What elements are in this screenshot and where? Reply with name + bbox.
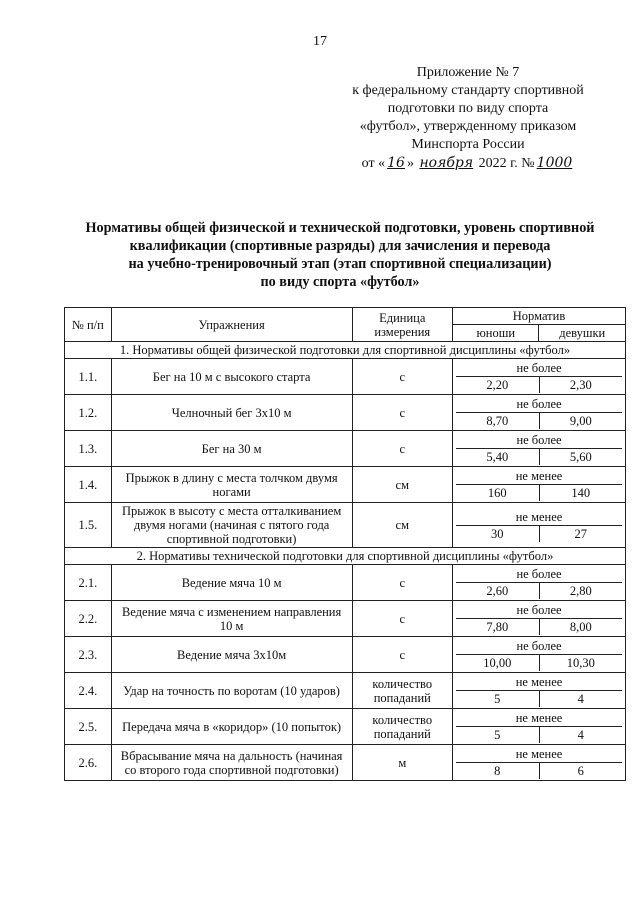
norm-values [456, 727, 622, 743]
unit-cell: м [352, 745, 453, 781]
date-day-close: » [406, 156, 414, 171]
exercise-name: Вбрасывание мяча на дальность (начиная со второго года спортивной подготовки) [111, 745, 352, 781]
norm-cell [453, 431, 626, 467]
header-girls: девушки [539, 325, 626, 342]
value-boys: 5 [494, 728, 501, 742]
title-line: квалификации (спортивные разряды) для зачисления и перевода [129, 238, 551, 254]
norm-cell [453, 637, 626, 673]
date-month: ноября [419, 155, 474, 171]
table-row [65, 601, 626, 637]
section-row [65, 548, 626, 565]
value-boys: 2,20 [486, 378, 509, 392]
document-title [60, 219, 620, 291]
date-day: 16 [387, 155, 405, 171]
norm-cell [453, 503, 626, 548]
norm-values [456, 377, 622, 393]
exercise-name: Ведение мяча 3х10м [111, 637, 352, 673]
norm-values [456, 583, 622, 599]
norm-cell [453, 601, 626, 637]
header-num: № п/п [65, 308, 112, 342]
row-number: 2.5. [65, 709, 112, 745]
norm-values [456, 485, 622, 501]
unit-cell: с [352, 565, 453, 601]
table-row [65, 395, 626, 431]
order-date-line [338, 154, 598, 173]
unit-cell: с [352, 395, 453, 431]
norm-qualifier: не менее [456, 509, 622, 526]
norms-table-body [65, 342, 626, 781]
norm-values [456, 655, 622, 671]
value-boys: 2,60 [486, 584, 509, 598]
table-row [65, 503, 626, 548]
header-unit: Единица измерения [352, 308, 453, 342]
header-boys: юноши [453, 325, 539, 342]
value-girls: 2,80 [539, 583, 622, 599]
row-number: 1.3. [65, 431, 112, 467]
header-norm: Норматив [453, 308, 626, 325]
table-row [65, 359, 626, 395]
norm-qualifier: не более [456, 396, 622, 413]
row-number: 2.2. [65, 601, 112, 637]
row-number: 1.2. [65, 395, 112, 431]
value-boys: 5,40 [486, 450, 509, 464]
exercise-name: Удар на точность по воротам (10 ударов) [111, 673, 352, 709]
norm-cell [453, 709, 626, 745]
unit-cell: см [352, 467, 453, 503]
header-exercise: Упражнения [111, 308, 352, 342]
unit-cell: с [352, 601, 453, 637]
row-number: 2.1. [65, 565, 112, 601]
row-number: 1.4. [65, 467, 112, 503]
unit-cell: количество попаданий [352, 709, 453, 745]
appendix-line: к федеральному стандарту спортивной [352, 83, 584, 98]
section-row [65, 342, 626, 359]
row-number: 1.5. [65, 503, 112, 548]
title-line: по виду спорта «футбол» [260, 274, 420, 290]
exercise-name: Челночный бег 3х10 м [111, 395, 352, 431]
value-boys: 10,00 [483, 656, 512, 670]
value-boys: 7,80 [486, 620, 509, 634]
value-girls: 8,00 [539, 619, 622, 635]
value-girls: 5,60 [539, 449, 622, 465]
value-girls: 4 [539, 727, 622, 743]
section-title: 2. Нормативы технической подготовки для спортивной дисциплины «футбол» [65, 548, 626, 565]
exercise-name: Ведение мяча 10 м [111, 565, 352, 601]
date-year: 2022 г. № [478, 156, 535, 171]
row-number: 2.6. [65, 745, 112, 781]
norm-values [456, 449, 622, 465]
exercise-name: Ведение мяча с изменением направления 10 м [111, 601, 352, 637]
norm-values [456, 413, 622, 429]
norm-qualifier: не более [456, 602, 622, 619]
exercise-name: Передача мяча в «коридор» (10 попыток) [111, 709, 352, 745]
page-number: 17 [313, 34, 327, 49]
table-row [65, 709, 626, 745]
title-line: Нормативы общей физической и технической подготовки, уровень спортивной [85, 220, 595, 236]
exercise-name: Прыжок в длину с места толчком двумя ногами [111, 467, 352, 503]
exercise-name: Прыжок в высоту с места отталкиванием двумя ногами (начиная с пятого года спортивной подготовки) [111, 503, 352, 548]
unit-cell: с [352, 431, 453, 467]
unit-cell: с [352, 637, 453, 673]
norm-qualifier: не более [456, 566, 622, 583]
appendix-block [338, 64, 598, 173]
norm-values [456, 526, 622, 542]
norm-qualifier: не более [456, 360, 622, 377]
norm-qualifier: не менее [456, 468, 622, 485]
table-row [65, 565, 626, 601]
value-boys: 5 [494, 692, 501, 706]
norm-qualifier: не более [456, 432, 622, 449]
appendix-line: Приложение № 7 [416, 65, 520, 80]
table-row [65, 431, 626, 467]
title-line: на учебно-тренировочный этап (этап спортивной специализации) [128, 256, 552, 272]
value-boys: 160 [487, 486, 507, 500]
norm-values [456, 691, 622, 707]
date-prefix: от « [361, 156, 386, 171]
norm-cell [453, 673, 626, 709]
value-boys: 8,70 [486, 414, 509, 428]
value-girls: 9,00 [539, 413, 622, 429]
norm-qualifier: не менее [456, 710, 622, 727]
norm-qualifier: не более [456, 638, 622, 655]
norm-values [456, 619, 622, 635]
value-boys: 30 [491, 526, 504, 541]
unit-cell: с [352, 359, 453, 395]
norm-cell [453, 467, 626, 503]
value-girls: 140 [539, 485, 622, 501]
value-boys: 8 [494, 764, 501, 778]
table-row [65, 745, 626, 781]
value-girls: 6 [539, 763, 622, 779]
table-row [65, 637, 626, 673]
table-row [65, 673, 626, 709]
value-girls: 10,30 [539, 655, 622, 671]
norm-qualifier: не менее [456, 746, 622, 763]
row-number: 2.3. [65, 637, 112, 673]
order-number: 1000 [536, 155, 573, 171]
value-girls: 27 [539, 526, 622, 542]
table-row [65, 467, 626, 503]
norm-cell [453, 745, 626, 781]
row-number: 1.1. [65, 359, 112, 395]
norm-cell [453, 359, 626, 395]
norm-cell [453, 565, 626, 601]
appendix-line: Минспорта России [411, 137, 525, 152]
unit-cell: см [352, 503, 453, 548]
value-girls: 2,30 [539, 377, 622, 393]
norms-table [64, 307, 626, 781]
unit-cell: количество попаданий [352, 673, 453, 709]
norm-qualifier: не менее [456, 674, 622, 691]
exercise-name: Бег на 10 м с высокого старта [111, 359, 352, 395]
norm-cell [453, 395, 626, 431]
appendix-line: «футбол», утвержденному приказом [359, 119, 577, 134]
norm-values [456, 763, 622, 779]
value-girls: 4 [539, 691, 622, 707]
appendix-line: подготовки по виду спорта [387, 101, 549, 116]
exercise-name: Бег на 30 м [111, 431, 352, 467]
row-number: 2.4. [65, 673, 112, 709]
section-title: 1. Нормативы общей физической подготовки для спортивной дисциплины «футбол» [65, 342, 626, 359]
